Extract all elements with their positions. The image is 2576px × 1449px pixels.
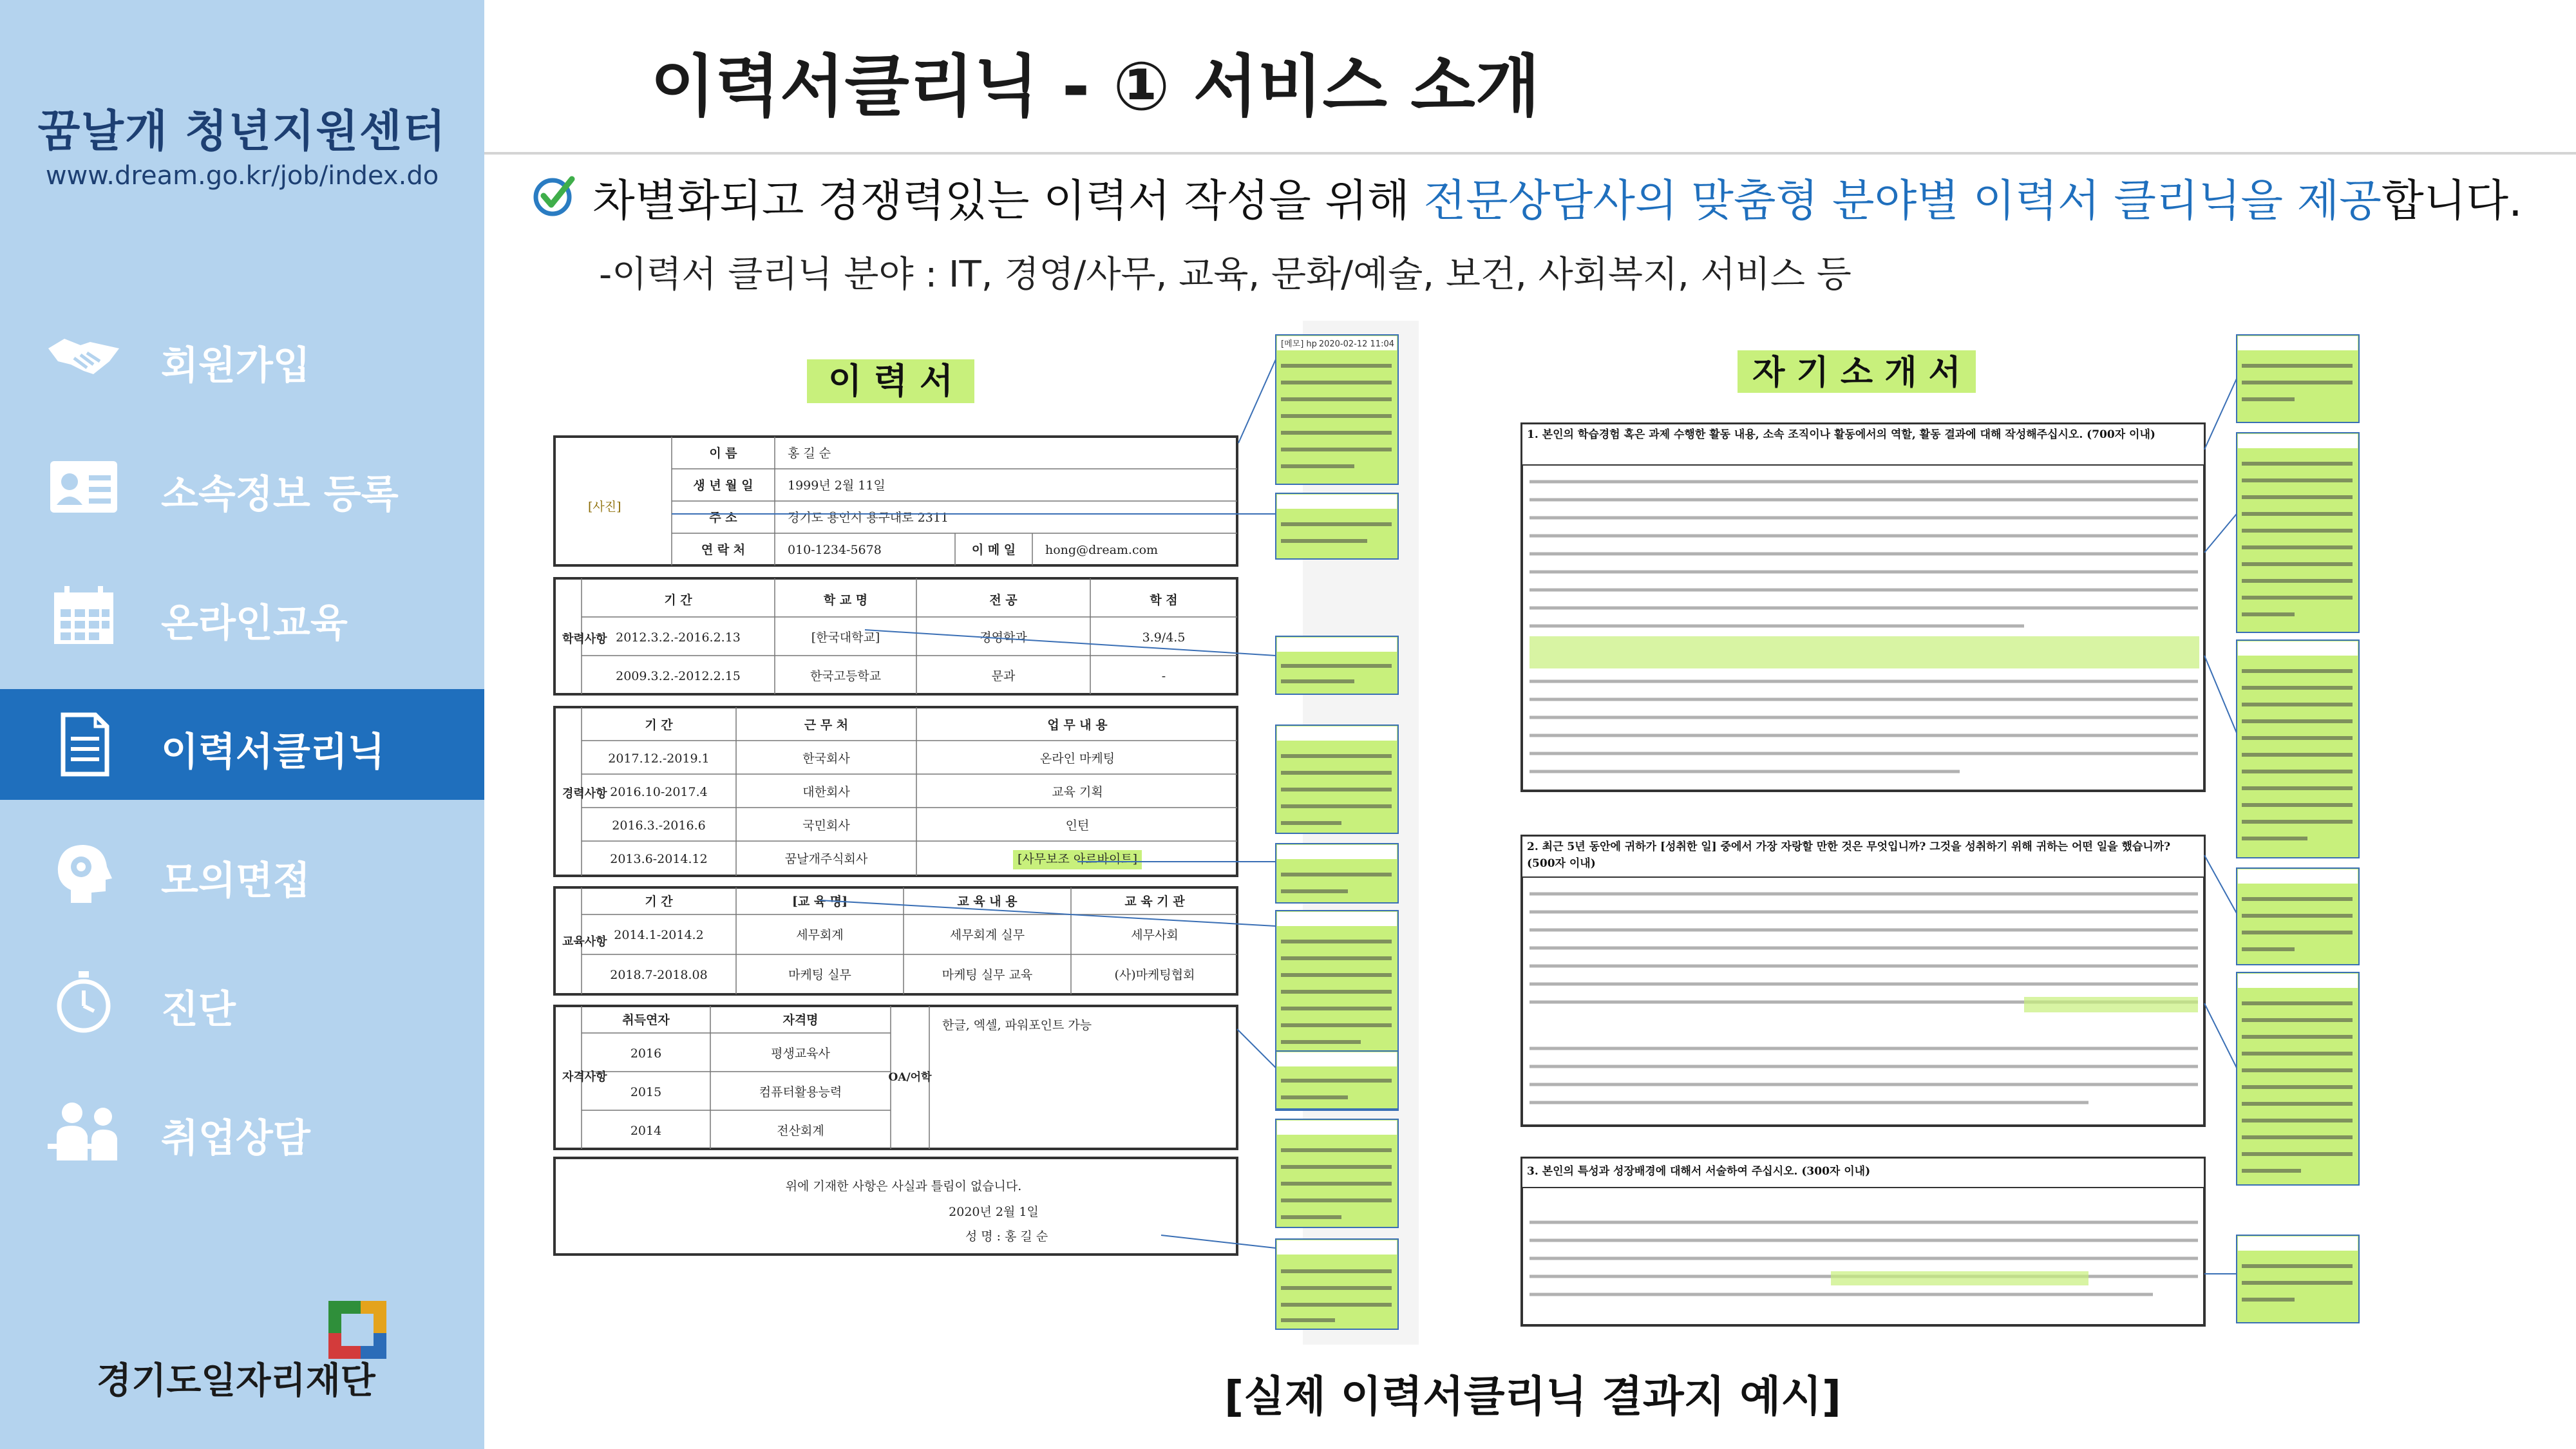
cover-title: 자 기 소 개 서 xyxy=(1752,353,1961,392)
handshake-icon xyxy=(45,326,122,390)
edu-cell: 문과 xyxy=(991,669,1016,683)
career-cell: 한국회사 xyxy=(802,752,850,766)
career-header-company: 근 무 처 xyxy=(804,718,849,732)
birth-label: 생 년 월 일 xyxy=(693,478,753,493)
org-url[interactable]: www.dream.go.kr/job/index.do xyxy=(45,161,439,191)
birth-value: 1999년 2월 11일 xyxy=(788,478,886,493)
sidebar-item-label: 이력서클리닉 xyxy=(161,730,385,775)
title-divider xyxy=(484,152,2576,155)
intro-sentence xyxy=(592,166,2523,229)
training-cell: 마케팅 실무 xyxy=(788,968,851,982)
sidebar-item-label: 온라인교육 xyxy=(161,601,348,646)
career-cell: 교육 기획 xyxy=(1052,785,1103,799)
id-card-icon xyxy=(45,455,122,519)
training-cell: 2014.1-2014.2 xyxy=(614,928,704,942)
intro-suffix: 합니다. xyxy=(2382,176,2523,227)
sidebar-item-label: 모의면접 xyxy=(161,858,310,904)
sample-document-svg xyxy=(543,321,2465,1345)
career-cell: 온라인 마케팅 xyxy=(1039,752,1115,766)
career-cell: 2016.10-2017.4 xyxy=(610,785,708,799)
edu-cell: [한국대학교] xyxy=(811,630,880,645)
sidebar-item-label: 취업상담 xyxy=(161,1116,310,1161)
edu-cell: - xyxy=(1161,669,1166,683)
sample-caption: [실제 이력서클리닉 결과지 예시] xyxy=(1224,1372,1842,1421)
training-cell: 세무회계 xyxy=(796,928,844,942)
career-header-period: 기 간 xyxy=(645,718,673,732)
cover-question-2: 2. 최근 5년 동안에 귀하가 [성취한 일] 중에서 가장 자랑할 만한 것은 무엇입니까? 그것을 성취하기 위해 귀하는 어떤 일을 했습니까? (500자 이내) xyxy=(1527,840,2171,870)
edu-header-major: 전 공 xyxy=(989,593,1018,607)
training-header: [교 육 명] xyxy=(791,895,848,909)
career-cell: 2016.3.-2016.6 xyxy=(612,819,706,833)
oa-label: OA/어학 xyxy=(888,1071,932,1084)
document-icon xyxy=(45,712,122,777)
edu-cell: 경영학과 xyxy=(980,630,1027,645)
training-cell: 2018.7-2018.08 xyxy=(610,968,708,982)
cert-cell: 2014 xyxy=(630,1124,662,1138)
training-side-label: 교육사항 xyxy=(562,935,607,949)
sidebar-item-label: 진단 xyxy=(161,987,236,1032)
head-gear-icon xyxy=(45,841,122,905)
training-cell: 세무회계 실무 xyxy=(949,928,1025,942)
cert-cell: 2016 xyxy=(630,1046,662,1061)
resume-clinic-sample-image xyxy=(543,321,2465,1345)
cert-cell: 평생교육사 xyxy=(771,1046,830,1061)
foundation-logo-text: 경기도일자리재단 xyxy=(97,1360,375,1402)
training-cell: (사)마케팅협회 xyxy=(1114,968,1195,982)
oa-value: 한글, 엑셀, 파워포인트 가능 xyxy=(942,1018,1092,1032)
sidebar-item-mock-interview[interactable] xyxy=(0,818,484,929)
edu-header-school: 학 교 명 xyxy=(823,593,868,607)
email-value: hong@dream.com xyxy=(1045,543,1159,557)
sidebar-nav xyxy=(0,303,484,1204)
certificate-side-label: 자격사항 xyxy=(562,1070,607,1084)
edu-header-gpa: 학 점 xyxy=(1150,593,1178,607)
career-header-task: 업 무 내 용 xyxy=(1047,718,1108,732)
closing-text: 위에 기재한 사항은 사실과 틀림이 없습니다. xyxy=(785,1179,1022,1193)
sidebar-item-signup[interactable] xyxy=(0,303,484,413)
cert-header: 취득연자 xyxy=(622,1013,670,1027)
org-title: 꿈날개 청년지원센터 xyxy=(37,106,447,157)
training-cell: 세무사회 xyxy=(1131,928,1179,942)
career-cell: [사무보조 아르바이트] xyxy=(1017,852,1138,866)
name-value: 홍 길 순 xyxy=(788,446,831,460)
closing-date: 2020년 2월 1일 xyxy=(949,1205,1039,1219)
clinic-fields-line: -이력서 클리닉 분야 : IT, 경영/사무, 교육, 문화/예술, 보건, 사회복지, 서비스 등 xyxy=(599,254,1852,296)
address-label: 주 소 xyxy=(709,511,737,525)
career-side-label: 경력사항 xyxy=(562,787,607,800)
consult-people-icon xyxy=(45,1099,122,1163)
email-label: 이 메 일 xyxy=(971,543,1016,557)
training-header: 교 육 기 관 xyxy=(1124,895,1185,909)
intro-prefix: 차별화되고 경쟁력있는 이력서 작성을 위해 xyxy=(592,176,1424,227)
cover-question-1: 1. 본인의 학습경험 혹은 과제 수행한 활동 내용, 소속 조직이나 활동에서의 역할, 활동 결과에 대해 작성해주십시오. (700자 이내) xyxy=(1527,428,2155,441)
career-cell: 꿈날개주식회사 xyxy=(784,852,868,866)
career-cell: 인턴 xyxy=(1065,819,1090,833)
cert-cell: 컴퓨터활용능력 xyxy=(759,1085,842,1099)
cover-question-1-box xyxy=(1527,426,2199,465)
sidebar-item-label: 소속정보 등록 xyxy=(161,472,399,517)
note-header: [메모] hp xyxy=(1281,339,1317,349)
education-side-label: 학력사항 xyxy=(562,632,607,646)
career-cell: 2017.12.-2019.1 xyxy=(608,752,710,766)
cover-question-2-box xyxy=(1527,838,2199,877)
resume-title: 이 력 서 xyxy=(828,360,954,401)
edu-cell: 3.9/4.5 xyxy=(1142,630,1186,645)
sidebar-item-resume-clinic[interactable] xyxy=(0,689,484,800)
stopwatch-icon xyxy=(45,970,122,1034)
intro-highlight: 전문상담사의 맞춤형 분야별 이력서 클리닉을 제공 xyxy=(1423,176,2382,227)
sidebar-item-label: 회원가입 xyxy=(161,343,310,388)
photo-label: [사진] xyxy=(588,500,621,514)
cover-question-3-box xyxy=(1527,1163,2199,1185)
edu-cell: 2009.3.2.-2012.2.15 xyxy=(616,669,741,683)
name-label: 이 름 xyxy=(709,446,737,460)
career-cell: 국민회사 xyxy=(802,819,850,833)
edu-cell: 2012.3.2.-2016.2.13 xyxy=(616,630,741,645)
check-badge-icon xyxy=(532,173,577,218)
calendar-icon xyxy=(45,583,122,648)
cert-header: 자격명 xyxy=(782,1013,819,1027)
cert-cell: 전산회계 xyxy=(777,1124,824,1138)
sidebar-item-online-education[interactable] xyxy=(0,560,484,671)
edu-cell: 한국고등학교 xyxy=(810,669,882,683)
cover-question-3: 3. 본인의 특성과 성장배경에 대해서 서술하여 주십시오. (300자 이내) xyxy=(1527,1165,1871,1178)
training-header: 기 간 xyxy=(645,895,673,909)
training-header: 교 육 내 용 xyxy=(957,895,1018,909)
edu-header-period: 기 간 xyxy=(664,593,692,607)
sidebar-item-job-consulting[interactable] xyxy=(0,1075,484,1186)
note-date: 2020-02-12 11:04 xyxy=(1318,339,1394,349)
closing-sign: 성 명 : 홍 길 순 xyxy=(965,1229,1048,1244)
sidebar-item-affiliation[interactable] xyxy=(0,431,484,542)
career-cell: 대한회사 xyxy=(802,785,850,799)
training-cell: 마케팅 실무 교육 xyxy=(942,968,1033,982)
career-cell: 2013.6-2014.12 xyxy=(610,852,708,866)
sidebar-item-diagnosis[interactable] xyxy=(0,947,484,1057)
sidebar xyxy=(0,0,484,1449)
contact-label: 연 락 처 xyxy=(701,543,746,557)
address-value: 경기도 용인시 용구대로 2311 xyxy=(788,511,949,525)
cert-cell: 2015 xyxy=(630,1085,662,1099)
contact-value: 010-1234-5678 xyxy=(788,543,882,557)
page-title: 이력서클리닉 - ① 서비스 소개 xyxy=(650,47,1540,126)
